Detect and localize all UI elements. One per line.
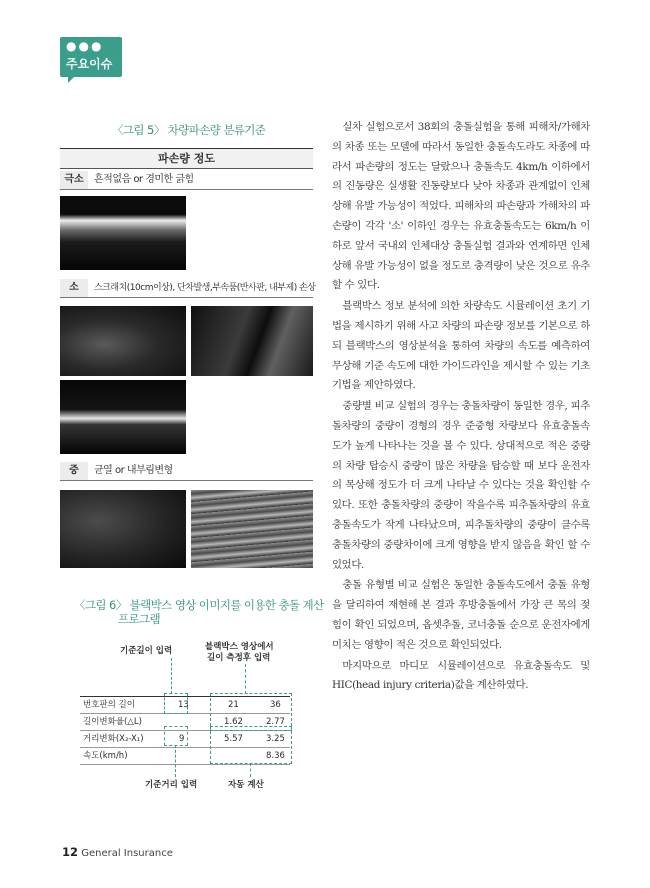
auto-calc-connector <box>250 763 251 777</box>
blackbox-connector <box>245 664 246 694</box>
ref-distance-connector <box>175 745 176 777</box>
label-blackbox-line2: 길이 측정후 입력 <box>207 653 271 663</box>
figure6-caption-line1: 〈그림 6〉 블랙박스 영상 이미지를 이용한 충돌 계산 <box>74 598 324 612</box>
figure6-diagram <box>75 640 300 800</box>
paragraph-4: 충돌 유형별 비교 실험은 동일한 충돌속도에서 충돌 유형을 달리하여 재현해 본 결과 후방충돌에서 가장 큰 목의 젖힘이 확인 되었으며, 옵셋추돌, 코너충돌 순으로 운전자에게 미치는 영향이 적은 것으로 확인되었다. <box>332 579 590 651</box>
ref-length-connector <box>171 658 172 694</box>
label-blackbox-line1: 블랙박스 영상에서 <box>205 642 274 652</box>
calc-row-c3: 3.25 <box>266 734 285 744</box>
calc-row-c2: 21 <box>228 700 239 710</box>
damage-photo-small-1 <box>60 306 186 376</box>
figure6-caption-line2: 프로그램 <box>118 612 161 626</box>
page-footer <box>62 845 173 859</box>
label-ref-length: 기준길이 입력 <box>120 646 173 656</box>
badge-label: 주요이슈 <box>66 57 113 71</box>
calc-row-c3: 2.77 <box>266 717 285 727</box>
calc-row-label: 거리변화(X₂-X₁) <box>83 734 144 744</box>
calc-row-label: 번호판의 길이 <box>83 700 135 710</box>
section-badge <box>60 37 122 77</box>
damage-photo-medium-2 <box>191 490 313 568</box>
publication-title: General Insurance <box>81 848 173 859</box>
calc-row-c1: 9 <box>179 734 185 744</box>
damage-photo-minimal <box>60 196 186 270</box>
calc-row-c2: 5.57 <box>224 734 243 744</box>
ref-distance-highlight <box>164 726 188 746</box>
row-level: 극소 <box>60 171 88 189</box>
calc-row-c1: 13 <box>178 700 189 710</box>
damage-photo-medium-1 <box>60 490 186 568</box>
ref-length-highlight <box>164 693 188 714</box>
paragraph-1: 실차 실험으로서 38회의 충돌실험을 통해 피해차/가해차의 차종 또는 모델에 따라서 동일한 충돌속도라도 차종에 따라서 파손량의 정도는 달랐으나 충돌속도 4km/h 이하에서의 진동량은 실생활 진동량보다 낮아 차종과 관계없이 인체 상해 유발 가능성이 적었다. 피해차의 파손량과 가해차의 파손량이 각각 '소' 이하인 경우는 유효충돌속도는 6km/h 이하로 앞서 국내외 인체대상 충돌실험 결과와 연계하면 인체상해 유발 가능성이 없을 정도로 충격량이 낮은 것으로 유추할 수 있다. <box>332 121 590 292</box>
figure5-row-2 <box>60 279 316 298</box>
row-level: 소 <box>60 279 88 297</box>
figure5-row-1 <box>60 171 313 190</box>
page-number: 12 <box>62 845 79 859</box>
figure5-row-3 <box>60 462 313 481</box>
paragraph-5: 마지막으로 마디모 시뮬레이션으로 유효충돌속도 및 HIC(head injury criteria)값을 계산하였다. <box>332 659 590 692</box>
badge-tail <box>68 77 74 83</box>
label-ref-distance: 기준거리 입력 <box>145 780 198 790</box>
row-level: 중 <box>60 462 88 480</box>
row-desc: 흔적없음 or 경미한 긁힘 <box>94 174 194 185</box>
calc-row-label: 길이변화율(△L) <box>83 717 142 727</box>
paragraph-3: 중량별 비교 실험의 경우는 충돌차량이 동일한 경우, 피추돌차량의 중량이 경형의 경우 준중형 차량보다 유효충돌속도가 높게 나타나는 것을 볼 수 있다. 상대적으로 적은 중량의 차량 탑승시 중량이 많은 차량을 탑승할 때 보다 운전자의 목상해 정도가 더 크게 나타날 수 있다는 것을 확인할 수 있다. 또한 충돌차량의 중량이 작을수록 피추돌차량의 유효충돌속도가 작게 나타났으며, 피추돌차량의 중량이 클수록 충돌차량의 중량차이에 크게 영향을 받지 않음을 확인 할 수 있었다. <box>332 400 590 571</box>
paragraph-2: 블랙박스 정보 분석에 의한 차량속도 시뮬레이션 초기 기법을 제시하기 위해 사고 차량의 파손량 정보를 기본으로 하되 블랙박스의 영상분석을 통하여 차량의 속도를 예측하여 무상해 기준 속도에 대한 가이드라인을 제시할 수 있는 기초 기법을 제안하였다. <box>332 300 590 392</box>
calc-row-c3: 8.36 <box>266 751 285 761</box>
row-desc: 균열 or 내부림변형 <box>94 465 173 476</box>
row-desc: 스크래치(10cm이상), 단차발생,부속품(반사판, 내부제) 손상 <box>94 283 316 293</box>
calc-row-label: 속도(km/h) <box>83 751 128 761</box>
calc-row-c2: 1.62 <box>224 717 243 727</box>
figure5-header: 파손량 정도 <box>60 148 313 169</box>
damage-photo-small-3 <box>60 380 186 454</box>
damage-photo-small-2 <box>191 306 313 376</box>
body-text <box>332 118 590 697</box>
label-auto-calc: 자동 계산 <box>228 780 264 790</box>
calc-row-c3: 36 <box>270 700 281 710</box>
auto-calc-highlight <box>210 726 292 764</box>
badge-dots-icon: ●●● <box>66 39 104 53</box>
figure5-caption: 〈그림 5〉 차량파손량 분류기준 <box>112 123 266 137</box>
